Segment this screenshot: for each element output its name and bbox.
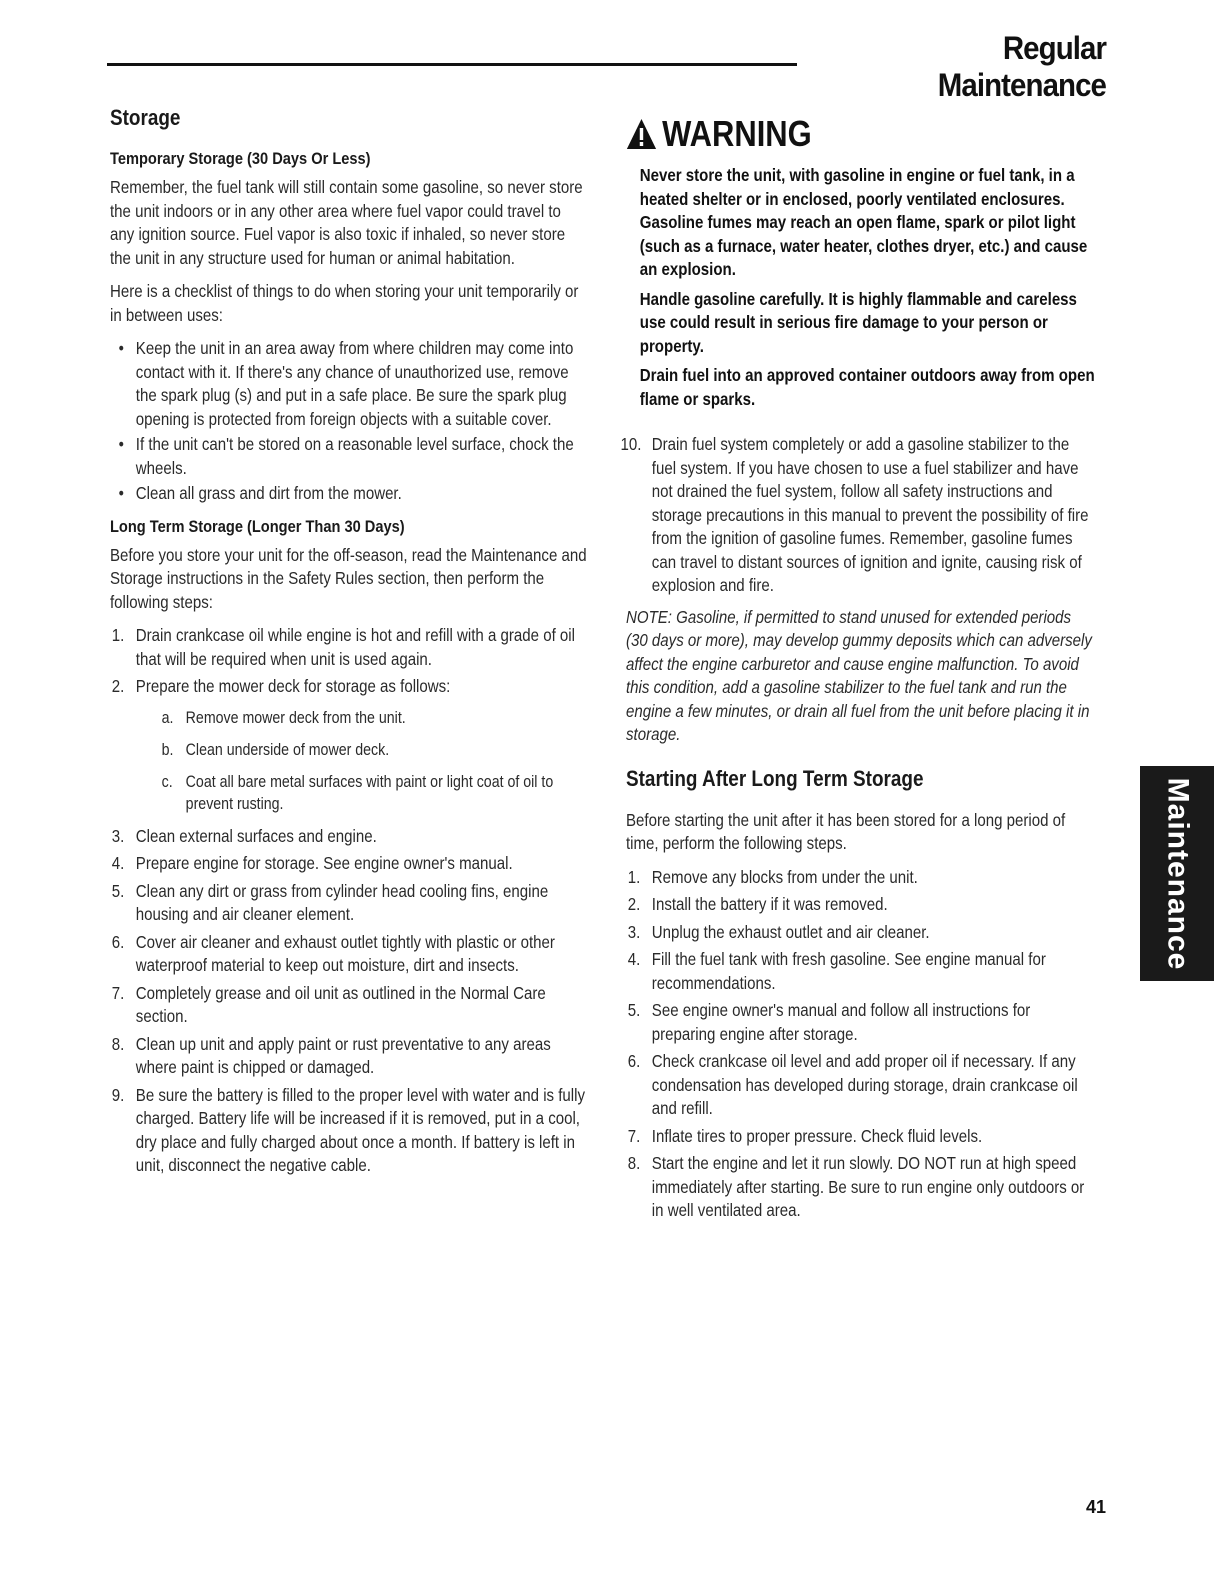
- step-number: 1.: [111, 625, 125, 645]
- step-text: Be sure the battery is filled to the proper level with water and is fully charged. Battery life will be increased if it is removed, put in a cool, dry place and fully charged about once a month. If battery is left in unit, disconnect the negative cable.: [135, 1084, 586, 1175]
- warning-paragraph: Never store the unit, with gasoline in engine or fuel tank, in a heated shelter or in enclosed, poorly ventilated enclosures. Gasoline fumes may reach an open flame, spark or pilot light (such as a furnace, water heater, clothes dryer, etc.) and cause an explosion.: [639, 165, 1088, 279]
- long-term-steps: [110, 624, 589, 1178]
- step-text: Clean external surfaces and engine.: [135, 825, 377, 846]
- note-paragraph: NOTE: Gasoline, if permitted to stand unused for extended periods (30 days or more), may develop gummy deposits which can adversely affect the engine carburetor and cause engine malfunction. To avoid this condition, add a gasoline stabilizer to the fuel tank and run the engine a few minutes, or drain all fuel from the unit before placing it in storage.: [626, 606, 1092, 744]
- step-item: [110, 931, 589, 978]
- left-column: [110, 104, 590, 1184]
- step-text: Prepare engine for storage. See engine owner's manual.: [135, 853, 513, 873]
- step-number: 8.: [111, 1033, 125, 1054]
- substep-item: [136, 771, 589, 815]
- step-item: [626, 948, 1095, 995]
- step-item: [620, 433, 1095, 598]
- step-text: Clean any dirt or grass from cylinder head cooling fins, engine housing and air cleaner element.: [135, 880, 549, 924]
- step-number: 8.: [627, 1153, 641, 1173]
- step-text: Clean up unit and apply paint or rust preventative to any areas where paint is chipped or damaged.: [135, 1033, 551, 1077]
- step-text: Fill the fuel tank with fresh gasoline. See engine manual for recommendations.: [651, 949, 1046, 993]
- step-text: Unplug the exhaust outlet and air cleaner.: [651, 921, 930, 942]
- substep-item: [136, 739, 589, 761]
- long-term-intro: Before you store your unit for the off-season, read the Maintenance and Storage instructions in the Safety Rules section, then perform the following steps:: [110, 544, 587, 612]
- warning-paragraph: Drain fuel into an approved container outdoors away from open flame or sparks.: [639, 365, 1095, 409]
- temporary-storage-paragraph: Remember, the fuel tank will still contain some gasoline, so never store the unit indoors or in any other area where fuel vapor could travel to any ignition source. Fuel vapor is also toxic if inhaled, so never store the unit in any structure used for human or animal habitation.: [110, 177, 583, 268]
- starting-intro: Before starting the unit after it has been stored for a long period of time, perform the following steps.: [626, 809, 1066, 853]
- step-number: 5.: [111, 880, 125, 901]
- step-number: 2.: [627, 894, 641, 914]
- step-item: [110, 675, 589, 815]
- substep-item: [136, 707, 589, 729]
- section-tab: [1140, 766, 1214, 981]
- page-number: 41: [1085, 1497, 1106, 1517]
- checklist-intro: Here is a checklist of things to do when storing your unit temporarily or in between uses:: [110, 281, 579, 325]
- substep-text: Remove mower deck from the unit.: [185, 708, 406, 727]
- right-column-content: [620, 112, 1095, 1223]
- step-text: Drain fuel system completely or add a gasoline stabilizer to the fuel system. If you have chosen to use a fuel stabilizer and have not drained the fuel system, follow all safety instructions and storage precautions in this manual to prevent the possibility of fire from the ignition of gasoline fumes. Remember, gasoline fumes can travel to distant sources of ignition and ignite, causing risk of explosion and fire.: [651, 434, 1089, 595]
- right-column: [620, 112, 1096, 1229]
- step-item: [626, 1050, 1095, 1121]
- warning-paragraph: Handle gasoline carefully. It is highly flammable and careless use could result in serious fire damage to your person or property.: [639, 288, 1077, 356]
- substep-letter: c.: [161, 772, 173, 791]
- checklist-item: • If the unit can't be stored on a reasonable level surface, chock the wheels.: [110, 433, 589, 480]
- substep-text: Clean underside of mower deck.: [185, 740, 390, 759]
- substep-text: Coat all bare metal surfaces with paint or light coat of oil to prevent rusting.: [185, 772, 554, 813]
- step-number: 1.: [627, 866, 641, 887]
- step-item: [626, 866, 1095, 890]
- step-item: [110, 624, 589, 671]
- step-number: 4.: [111, 853, 125, 873]
- step-item: [626, 1125, 1095, 1149]
- section-tab-label: Maintenance: [1161, 777, 1194, 970]
- step-number: 4.: [627, 949, 641, 969]
- step-text: Check crankcase oil level and add proper oil if necessary. If any condensation has developed during storage, drain crankcase oil and refill.: [651, 1051, 1078, 1118]
- step-10-list: [620, 433, 1095, 598]
- step-item: [110, 1084, 589, 1178]
- starting-steps: [626, 866, 1095, 1223]
- left-column-content: [110, 104, 589, 1178]
- checklist: [110, 337, 589, 506]
- step-text: Cover air cleaner and exhaust outlet tightly with plastic or other waterproof material to keep out moisture, dirt and insects.: [135, 931, 555, 975]
- step-text: Prepare the mower deck for storage as follows:: [135, 676, 451, 696]
- step-item: [110, 852, 589, 876]
- page-header-title: Regular Maintenance: [937, 30, 1106, 103]
- step-text: Install the battery if it was removed.: [651, 894, 888, 914]
- step-item: [626, 893, 1095, 917]
- substep-letter: b.: [161, 740, 174, 759]
- checklist-item: • Clean all grass and dirt from the mower.: [110, 482, 589, 506]
- step-number: 7.: [627, 1125, 641, 1146]
- step-text: Drain crankcase oil while engine is hot and refill with a grade of oil that will be required when unit is used again.: [135, 625, 575, 669]
- step-number: 7.: [111, 982, 125, 1003]
- step-item: [110, 880, 589, 927]
- storage-heading: Storage: [110, 105, 181, 130]
- starting-after-storage-heading: Starting After Long Term Storage: [626, 765, 924, 791]
- step-item: [626, 999, 1095, 1046]
- step-item: [110, 982, 589, 1029]
- step-item: [626, 921, 1095, 945]
- step-number: 9.: [111, 1084, 125, 1105]
- deck-substeps: [136, 707, 589, 815]
- substep-letter: a.: [161, 708, 174, 727]
- temporary-storage-heading: Temporary Storage (30 Days Or Less): [110, 149, 371, 168]
- long-term-storage-heading: Long Term Storage (Longer Than 30 Days): [110, 516, 405, 536]
- step-number: 10.: [620, 434, 642, 454]
- checklist-item: • Keep the unit in an area away from where children may come into contact with it. If there's any chance of unauthorized use, remove the spark plug (s) and put in a safe place. Be sure the spark plug opening is protected from foreign objects with a suitable cover.: [110, 337, 589, 431]
- step-text: See engine owner's manual and follow all instructions for preparing engine after storage.: [651, 1000, 1031, 1044]
- warning-header: [626, 112, 1095, 156]
- step-number: 6.: [627, 1051, 641, 1071]
- step-item: [110, 825, 589, 849]
- step-text: Completely grease and oil unit as outlined in the Normal Care section.: [135, 982, 546, 1026]
- step-item: [626, 1152, 1095, 1223]
- step-number: 2.: [111, 676, 125, 696]
- step-number: 5.: [627, 1000, 641, 1020]
- step-text: Remove any blocks from under the unit.: [651, 866, 918, 887]
- warning-triangle-icon: [626, 117, 657, 151]
- step-number: 3.: [627, 921, 641, 942]
- step-text: Inflate tires to proper pressure. Check fluid levels.: [651, 1125, 983, 1146]
- step-number: 6.: [111, 931, 125, 952]
- header-rule: [107, 63, 797, 66]
- step-number: 3.: [111, 825, 125, 846]
- warning-title: WARNING: [662, 113, 812, 154]
- step-text: Start the engine and let it run slowly. DO NOT run at high speed immediately after starting. Be sure to run engine only outdoors or in well ventilated area.: [651, 1153, 1085, 1220]
- step-item: [110, 1033, 589, 1080]
